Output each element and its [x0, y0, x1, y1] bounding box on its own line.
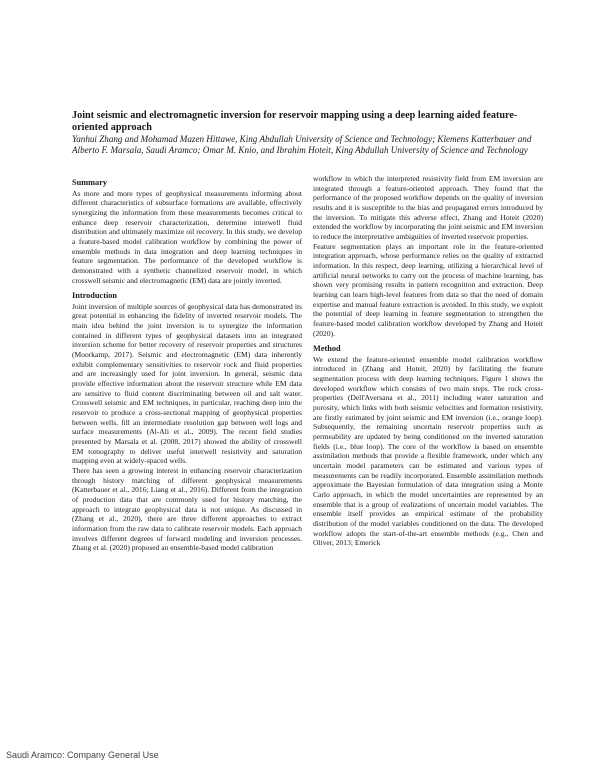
summary-heading: Summary	[72, 178, 108, 187]
left-column	[72, 178, 302, 553]
author-list: Yanhui Zhang and Mohamad Mazen Hittawe, King Abdullah University of Science and Technology; Klemens Katterbauer and Alberto F. Marsala, Saudi Aramco; Omar M. Knio, and Ibrahim Hoteit, King Abdullah University of Science and Technology	[72, 134, 532, 155]
introduction-paragraph-4: Feature segmentation plays an important role in the feature-oriented integration approach, whose performance relies on the quality of extracted information. In this respect, deep learning, utilizing a hierarchical level of artificial neural networks to carry out the process of machine learning, has shown very promising results in pattern recognition and extraction. Deep learning can learn high-level features from data so that the need of domain expertise and manual feature extraction is avoided. In this study, we exploit the potential of deep learning in feature segmentation to strengthen the feature-based model calibration workflow developed by Zhang and Hoteit (2020).	[313, 241, 543, 338]
introduction-heading: Introduction	[72, 291, 118, 301]
method-heading: Method	[313, 344, 341, 354]
introduction-paragraph-3: workflow in which the interpreted resistivity field from EM inversion are integrated through a feature-oriented approach. They found that the performance of the proposed workflow depends on the quality of inversion results and it is susceptible to the bias and propagated errors introduced by the inversion. To mitigate this adverse effect, Zhang and Hoteit (2020) extended the workflow by incorporating the joint seismic and EM inversion to reduce the interpretative ambiguities of inverted reservoir properties.	[313, 174, 543, 241]
summary-text: As more and more types of geophysical measurements informing about different characteristics of subsurface formations are available, effectively synergizing the information from these measurements becomes critical to enhance deep reservoir characterization, determine interwell fluid distribution and ultimately maximize oil recovery. In this study, we develop a feature-based model calibration workflow by combining the power of ensemble methods in data integration and deep learning techniques in feature segmentation. The performance of the developed workflow is demonstrated with a synthetic channelized reservoir model, in which crosswell seismic and electromagnetic (EM) data are jointly inverted.	[72, 188, 302, 285]
introduction-paragraph-2: There has seen a growing interest in enhancing reservoir characterization through history matching of different geophysical measurements (Katterbauer et al., 2016; Liang et al., 2016). Different from the integration of production data that are commonly used for history matching, the approach to integrate geophysical data is not unique. As discussed in (Zhang et al., 2020), there are three different approaches to extract information from the raw data to calibrate reservoir models. Each approach involves different degrees of forward modeling and inversion processes. Zhang et al. (2020) proposed an ensemble-based model calibration	[72, 465, 302, 553]
classification-footer: Saudi Aramco: Company General Use	[6, 750, 159, 760]
paper-title: Joint seismic and electromagnetic inversion for reservoir mapping using a deep learning aided feature-oriented approach	[72, 110, 518, 133]
right-column	[313, 174, 543, 548]
method-text: We extend the feature-oriented ensemble model calibration workflow introduced in (Zhang and Hoteit, 2020) by facilitating the feature segmentation process with deep learning techniques. Figure 1 shows the developed workflow which consists of two main steps. The rock cross-properties (Dell'Aversana et al., 2011) including water saturation and porosity, which links with both seismic velocities and formation resistivity, are firstly estimated by joint seismic and EM inversion (i.e., orange loop). Subsequently, the remaining uncertain reservoir properties such as permeability are updated by being conditioned on the inverted saturation fields (i.e., blue loop). The core of the workflow is based on ensemble assimilation methods that provide a flexible framework, under which any uncertain model parameters can be estimated and various types of measurements can be readily incorporated. Ensemble assimilation methods approximate the Bayesian formulation of data integration using a Monte Carlo approach, in which the model uncertainties are represented by an ensemble that is a group of realizations of uncertain model variables. The ensemble itself provides an empirical estimate of the probability distribution of the model variables conditioned on the data. The developed workflow adopts the start-of-the-art ensemble methods (e.g., Chen and Oliver, 2013; Emerick	[313, 354, 543, 548]
introduction-paragraph-1: Joint inversion of multiple sources of geophysical data has demonstrated its great potential in enhancing the fidelity of inverted reservoir models. The main idea behind the joint inversion is to synergize the information contained in different types of geophysical datasets into an integrated inversion scheme for better recovery of reservoir properties and structures (Moorkamp, 2017). Seismic and electromagnetic (EM) data inherently exhibit complementary sensitivities to reservoir rock and fluid properties and are increasingly used for joint inversion. In general, seismic data provide effective information about the reservoir structure while EM data are sensitive to fluid content discriminating between oil and salt water. Crosswell seismic and EM techniques, in particular, reaching deep into the reservoir to produce a cross-sectional mapping of geophysical properties between wells, fill an intermediate resolution gap between well logs and surface measurements (Al-Ali et al., 2009). The recent field studies presented by Marsala et al. (2008, 2017) showed the ability of crosswell EM tomography to deliver useful interwell resistivity and saturation mapping even at widely-spaced wells.	[72, 301, 302, 466]
